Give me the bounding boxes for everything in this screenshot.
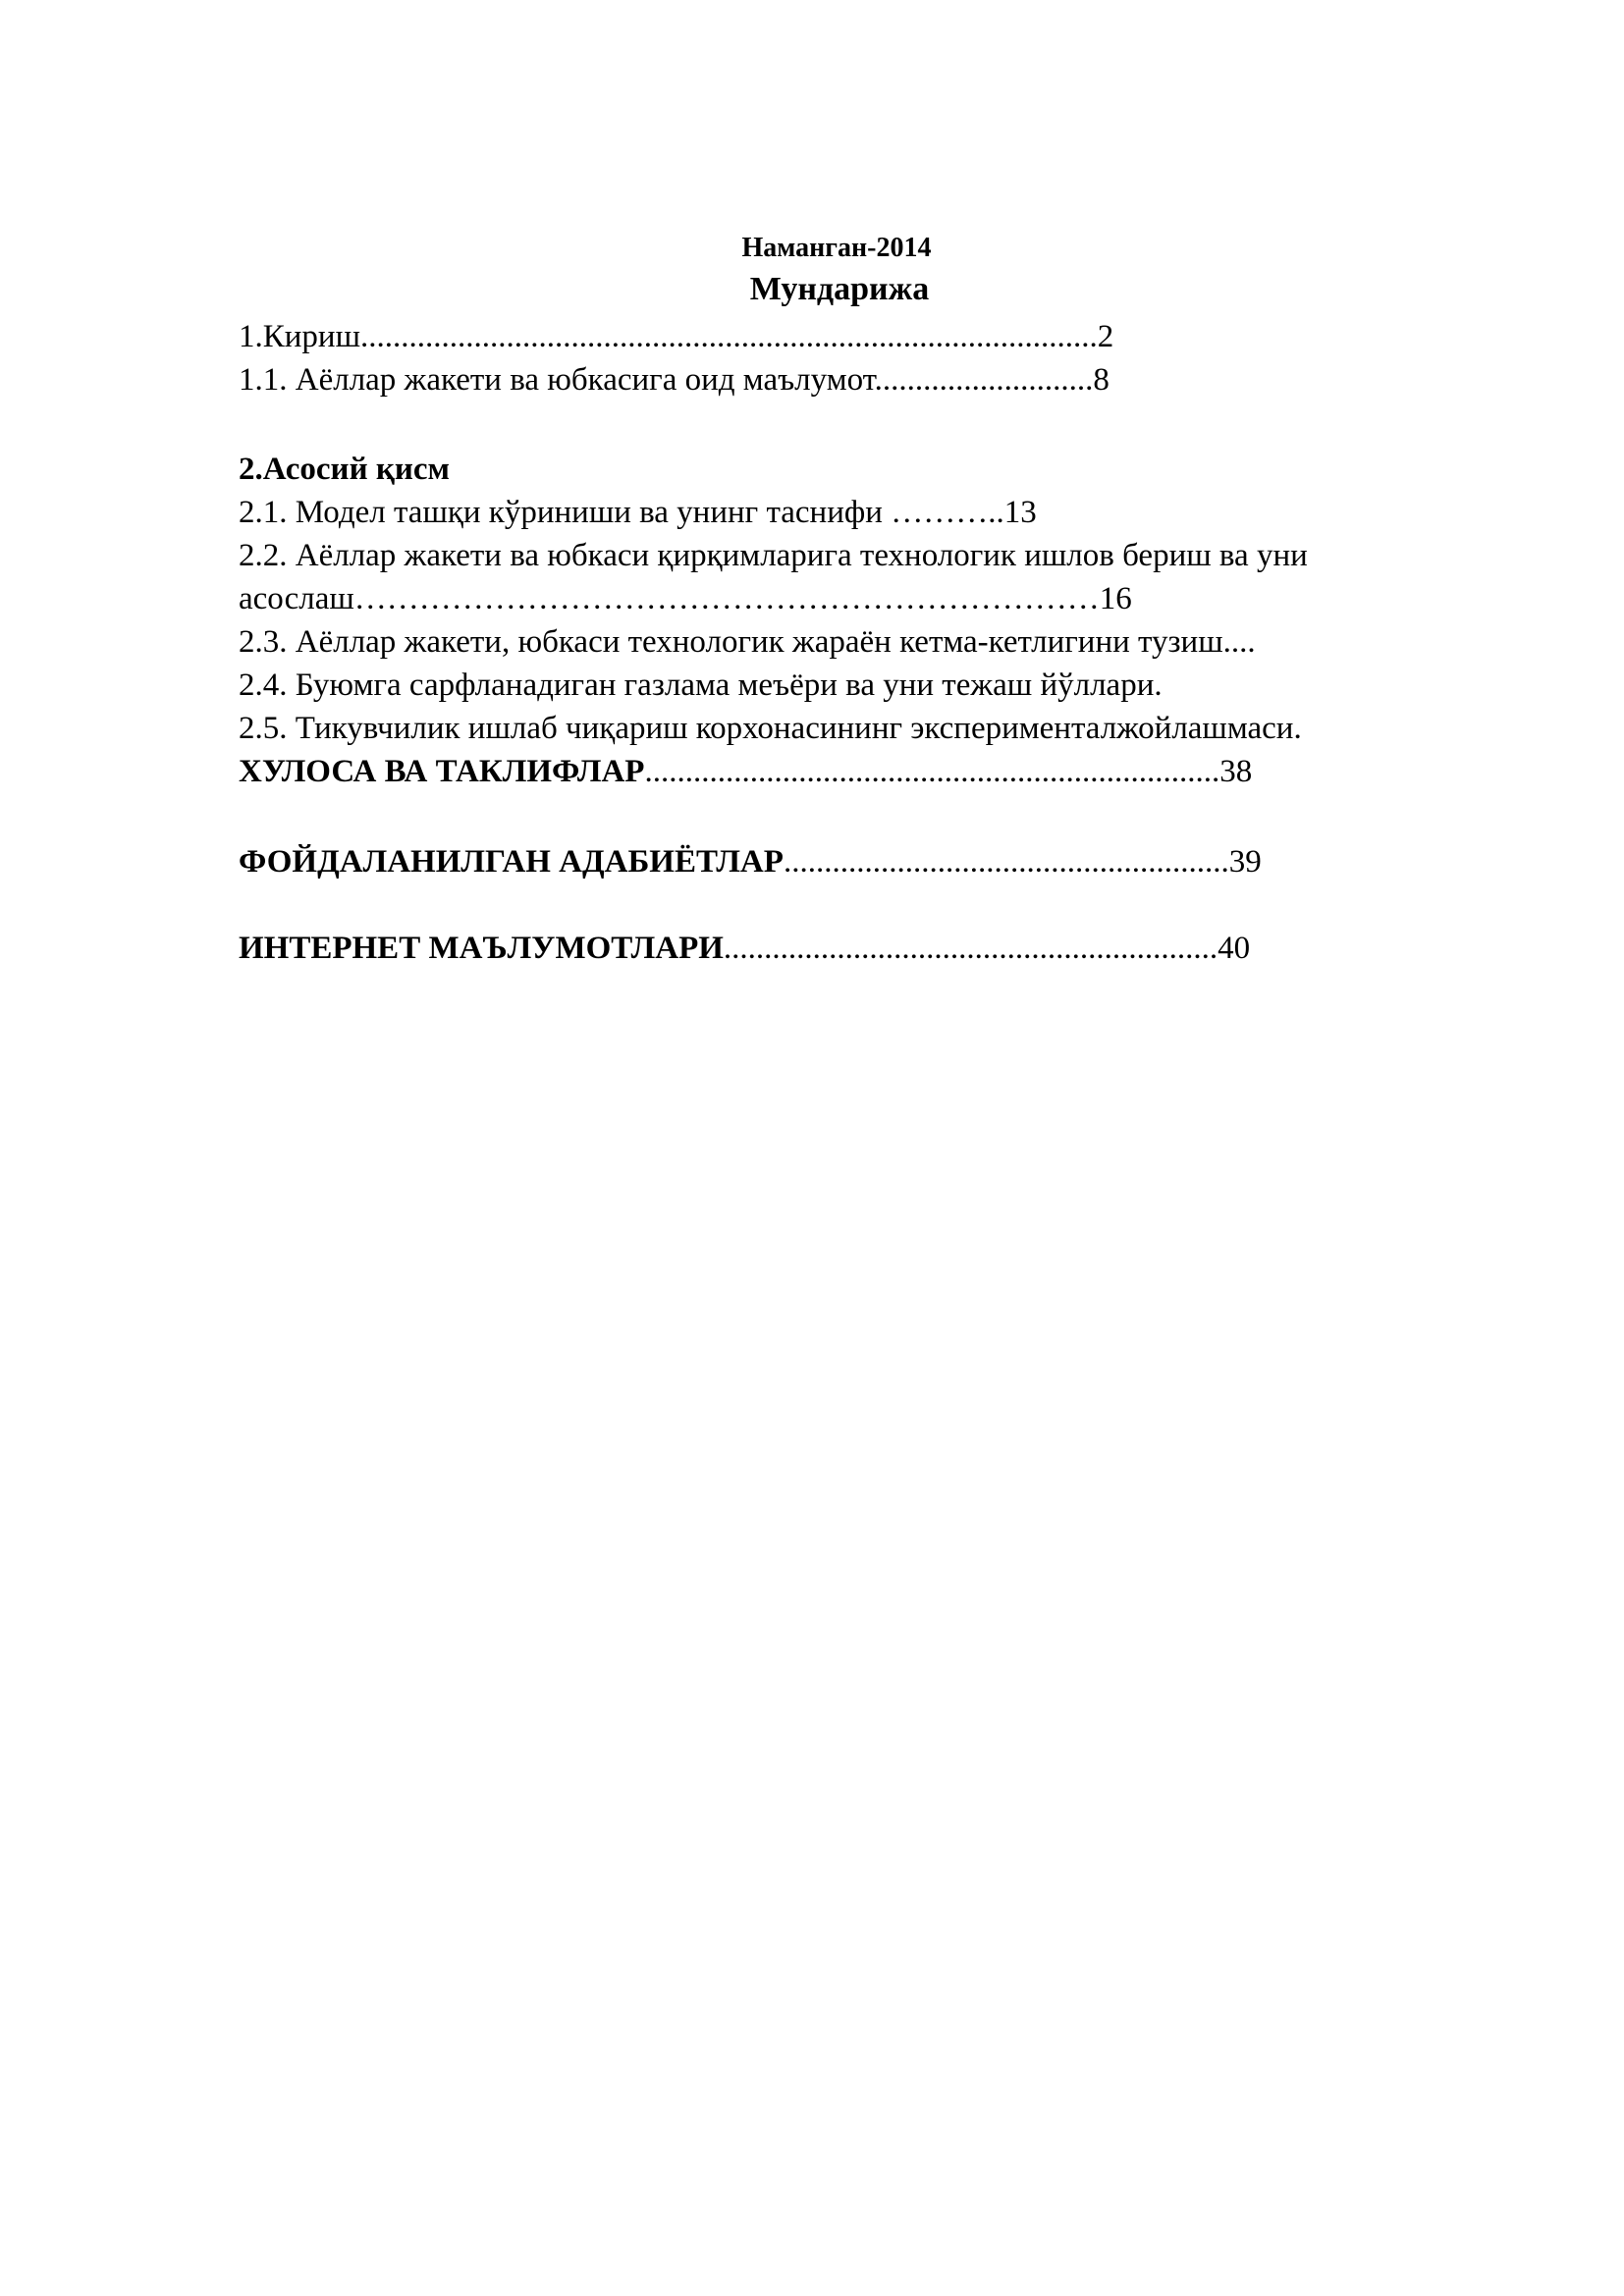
toc-entry-conclusions — [239, 750, 1544, 793]
toc-block-2 — [239, 448, 1544, 793]
toc-entry-2-1 — [239, 491, 1544, 534]
toc-page-number: 16 — [1099, 581, 1132, 616]
toc-leader-dots: ....................................................................... — [644, 754, 1220, 789]
toc-leader-dots: ....................................................... — [783, 844, 1229, 880]
toc-entry-2-3: 2.3. Аёллар жакети, юбкаси технологик жараён кетма-кетлигини тузиш.... — [239, 624, 1256, 660]
toc-leader-dots: ……….. — [891, 495, 1004, 530]
toc-leader-dots: ............................................................. — [723, 931, 1218, 966]
toc-leader-dots: ........................... — [874, 362, 1094, 398]
toc-entry-label: 2.1. Модел ташқи кўриниши ва унинг таснифи — [239, 495, 892, 530]
toc-block-3 — [239, 840, 1544, 883]
toc-block-1 — [239, 315, 1544, 401]
toc-page-number: 39 — [1228, 844, 1262, 880]
toc-block-4 — [239, 927, 1544, 970]
toc-entry-label: ИНТЕРНЕТ МАЪЛУМОТЛАРИ — [239, 931, 724, 966]
toc-entry-label: 1.Кириш — [239, 319, 360, 354]
toc-leader-dots: ........................................................................................... — [360, 319, 1098, 354]
toc-part-2-title: 2.Асосий қисм — [239, 452, 450, 487]
toc-entry-1-1 — [239, 358, 1544, 401]
page-title: Мундарижа — [749, 271, 930, 307]
toc-entry-2-5: 2.5. Тикувчилик ишлаб чиқариш корхонасининг эксперименталжойлашмаси. — [239, 711, 1302, 746]
toc-entry-2-2-line2 — [239, 577, 1544, 620]
toc-entry-label: ХУЛОСА ВА ТАКЛИФЛАР — [239, 754, 645, 789]
toc-entry-label: асослаш — [239, 581, 354, 616]
toc-entry-2-2-line1: 2.2. Аёллар жакети ва юбкаси қирқимларига технологик ишлов бериш ва уни — [239, 538, 1308, 573]
toc-entry-label: ФОЙДАЛАНИЛГАН АДАБИЁТЛАР — [239, 844, 784, 880]
toc-entry-literature — [239, 840, 1544, 883]
toc-entry-label: 1.1. Аёллар жакети ва юбкасига оид маълумот — [239, 362, 875, 398]
toc-page-number: 2 — [1097, 319, 1114, 354]
toc-entry-2-4: 2.4. Буюмга сарфланадиган газлама меъёри ва уни тежаш йўллари. — [239, 667, 1163, 703]
toc-leader-dots: …………………………………………………………… — [353, 581, 1100, 616]
toc-entry-internet — [239, 927, 1544, 970]
toc-page-number: 13 — [1003, 495, 1037, 530]
city-year: Наманган-2014 — [741, 233, 932, 263]
toc-entry-intro — [239, 315, 1544, 358]
toc-page-number: 38 — [1219, 754, 1253, 789]
toc-page-number: 8 — [1093, 362, 1110, 398]
toc-page-number: 40 — [1218, 931, 1251, 966]
